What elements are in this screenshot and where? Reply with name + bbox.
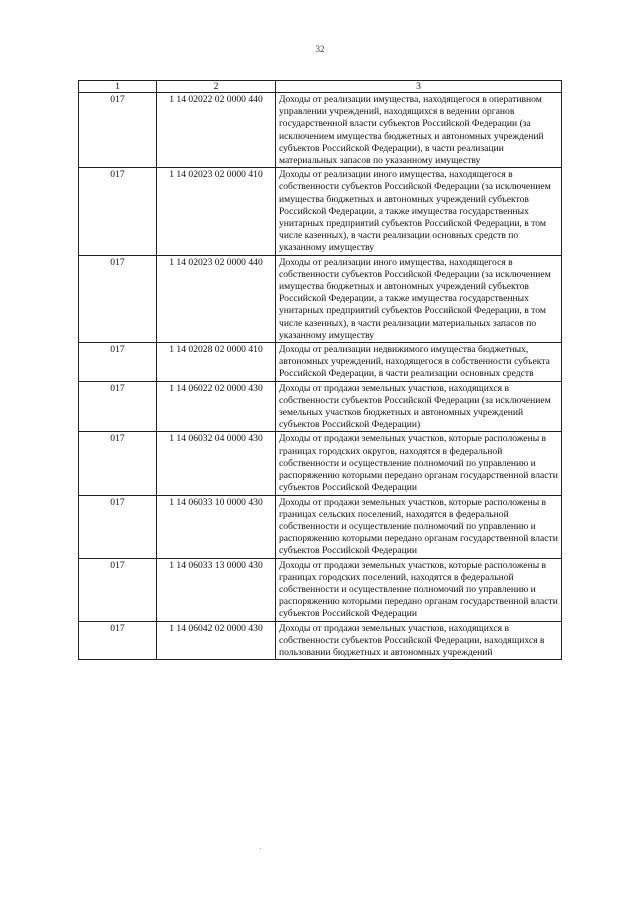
- description-cell: Доходы от реализации имущества, находящегося в оперативном управлении учреждений, находящихся в ведении органов государственной власти субъектов Российской Федерации (за исключением имущества бюджетных и автономных учреждений субъектов Российской Федерации), в части реализации материальных запасов по указанному имуществу: [276, 93, 562, 168]
- header-col-2: 2: [157, 81, 276, 93]
- budget-code-cell: 1 14 02023 02 0000 440: [157, 255, 276, 342]
- description-cell: Доходы от продажи земельных участков, которые расположены в границах городских округов, находятся в федеральной собственности и осуществление полномочий по управлению и распоряжению которыми передано органам государственной власти субъектов Российской Федерации: [276, 432, 562, 495]
- description-cell: Доходы от продажи земельных участков, находящихся в собственности субъектов Российской Федерации, находящихся в пользовании бюджетных и автономных учреждений: [276, 621, 562, 660]
- admin-code-cell: 017: [79, 432, 157, 495]
- table-row: [79, 621, 562, 660]
- table-row: [79, 343, 562, 382]
- admin-code-cell: 017: [79, 343, 157, 382]
- budget-code-cell: 1 14 06032 04 0000 430: [157, 432, 276, 495]
- budget-code-cell: 1 14 02028 02 0000 410: [157, 343, 276, 382]
- table-row: [79, 168, 562, 255]
- table-header-row: [79, 81, 562, 93]
- admin-code-cell: 017: [79, 621, 157, 660]
- page-number: 32: [315, 44, 325, 54]
- description-cell: Доходы от реализации иного имущества, находящегося в собственности субъектов Российской Федерации (за исключением имущества бюджетных и автономных учреждений субъектов Российской Федерации, а также имущества государственных унитарных предприятий субъектов Российской Федерации, в том числе казенных), в части реализации основных средств по указанному имуществу: [276, 168, 562, 255]
- table-row: [79, 381, 562, 432]
- admin-code-cell: 017: [79, 558, 157, 621]
- table-row: [79, 495, 562, 558]
- table-row: [79, 558, 562, 621]
- scan-speck: [260, 848, 261, 849]
- budget-code-cell: 1 14 02022 02 0000 440: [157, 93, 276, 168]
- admin-code-cell: 017: [79, 495, 157, 558]
- table-row: [79, 432, 562, 495]
- budget-code-cell: 1 14 02023 02 0000 410: [157, 168, 276, 255]
- header-col-1: 1: [79, 81, 157, 93]
- description-cell: Доходы от продажи земельных участков, которые расположены в границах сельских поселений, находятся в федеральной собственности и осуществление полномочий по управлению и распоряжению которыми передано органам государственной власти субъектов Российской Федерации: [276, 495, 562, 558]
- revenue-codes-table: [78, 80, 562, 660]
- description-cell: Доходы от продажи земельных участков, которые расположены в границах городских поселений, находятся в федеральной собственности и осуществление полномочий по управлению и распоряжению которыми передано органам государственной власти субъектов Российской Федерации: [276, 558, 562, 621]
- budget-code-cell: 1 14 06042 02 0000 430: [157, 621, 276, 660]
- table-row: [79, 93, 562, 168]
- budget-code-cell: 1 14 06033 13 0000 430: [157, 558, 276, 621]
- table-row: [79, 255, 562, 342]
- admin-code-cell: 017: [79, 168, 157, 255]
- budget-code-cell: 1 14 06022 02 0000 430: [157, 381, 276, 432]
- description-cell: Доходы от реализации иного имущества, находящегося в собственности субъектов Российской Федерации (за исключением имущества бюджетных и автономных учреждений субъектов Российской Федерации, а также имущества государственных унитарных предприятий субъектов Российской Федерации, в том числе казенных), в части реализации материальных запасов по указанному имуществу: [276, 255, 562, 342]
- admin-code-cell: 017: [79, 93, 157, 168]
- description-cell: Доходы от реализации недвижимого имущества бюджетных, автономных учреждений, находящегося в собственности субъекта Российской Федерации, в части реализации основных средств: [276, 343, 562, 382]
- admin-code-cell: 017: [79, 255, 157, 342]
- header-col-3: 3: [276, 81, 562, 93]
- budget-code-cell: 1 14 06033 10 0000 430: [157, 495, 276, 558]
- admin-code-cell: 017: [79, 381, 157, 432]
- description-cell: Доходы от продажи земельных участков, находящихся в собственности субъектов Российской Федерации (за исключением земельных участков бюджетных и автономных учреждений субъектов Российской Федерации): [276, 381, 562, 432]
